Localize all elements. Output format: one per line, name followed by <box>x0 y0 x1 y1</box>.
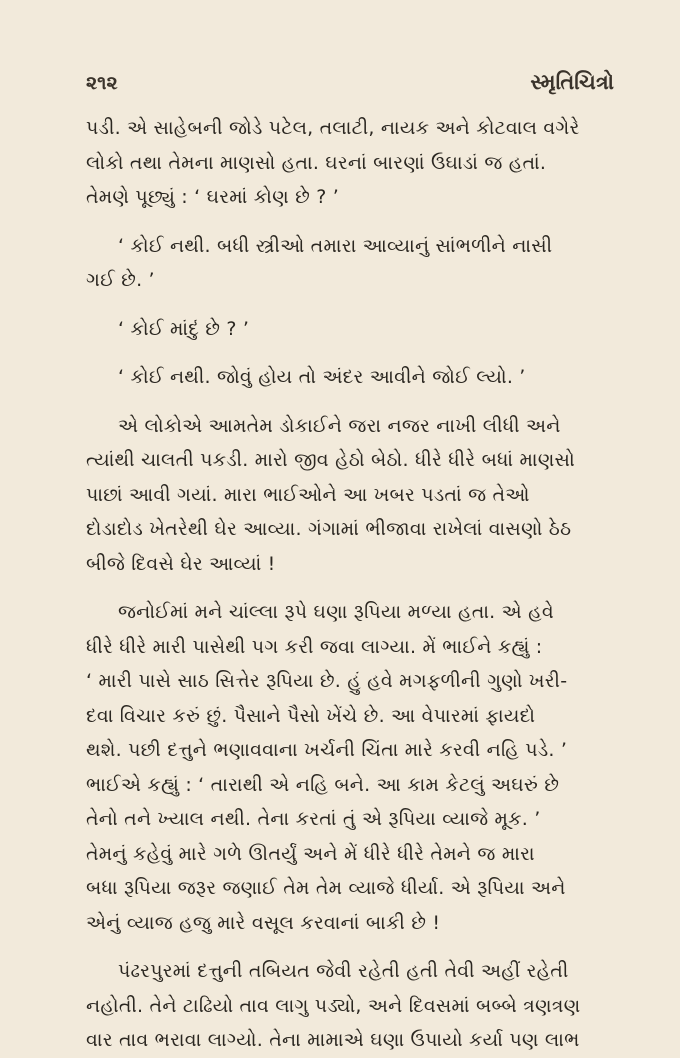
text-line: એ લોકોએ આમતેમ ડોકાઈને જરા નજર નાખી લીધી અને <box>118 414 561 437</box>
text-line: લોકો તથા તેમના માણસો હતા. ઘરનાં બારણાં ઉઘાડાં જ હતાં. <box>86 151 547 174</box>
text-line: ત્યાંથી ચાલતી પકડી. મારો જીવ હેઠો બેઠો. ધીરે ધીરે બધાં માણસો <box>86 449 575 471</box>
text-line: વાર તાવ ભરાવા લાગ્યો. તેના મામાએ ઘણા ઉપાયો કર્યા પણ લાભ <box>86 1029 580 1051</box>
page-header <box>86 70 614 95</box>
text-line: ‘ મારી પાસે સાઠ સિત્તેર રૂપિયા છે. હું હવે મગફળીની ગુણો ખરી- <box>86 670 568 692</box>
text-line: તેમણે પૂછ્યું : ‘ ઘરમાં કોણ છે ? ’ <box>86 186 340 208</box>
text-line: દવા વિચાર કરું છું. પૈસાને પૈસો ખેંચે છે. આ વેપારમાં ફાયદો <box>86 704 536 727</box>
text-line: ગઈ છે. ’ <box>86 269 155 291</box>
text-line: પંઢરપુરમાં દત્તુની તબિયત જેવી રહેતી હતી તેવી અહીં રહેતી <box>118 960 569 982</box>
body-text <box>86 111 614 1058</box>
paragraph-1 <box>86 111 614 215</box>
text-line: ‘ કોઈ માંદું છે ? ’ <box>118 317 250 340</box>
text-line: તેમનું કહેવું મારે ગળે ઊતર્યું અને મેં ધીરે ધીરે તેમને જ મારા <box>86 842 535 865</box>
text-line: થશે. પછી દત્તુને ભણાવવાના ખર્ચની ચિંતા મારે કરવી નહિ પડે. ’ <box>86 739 568 761</box>
page-number: ૨૧૨ <box>86 72 118 94</box>
paragraph-2 <box>86 229 614 298</box>
text-line: પડી. એ સાહેબની જોડે પટેલ, તલાટી, નાયક અને કોટવાલ વગેરે <box>86 117 580 139</box>
text-line: ધીરે ધીરે મારી પાસેથી પગ કરી જવા લાગ્યા. મેં ભાઈને કહ્યું : <box>86 635 543 658</box>
paragraph-6 <box>86 595 614 940</box>
text-line: તેનો તને ખ્યાલ નથી. તેના કરતાં તું એ રૂપિયા વ્યાજે મૂક. ’ <box>86 808 541 830</box>
text-line: પાછાં આવી ગયાં. મારા ભાઈઓને આ ખબર પડતાં જ તેઓ <box>86 483 530 506</box>
text-line: એનું વ્યાજ હજુ મારે વસૂલ કરવાનાં બાકી છે ! <box>86 911 441 934</box>
paragraph-3 <box>86 312 614 347</box>
paragraph-7 <box>86 954 614 1058</box>
text-line: દોડાદોડ ખેતરેથી ઘેર આવ્યા. ગંગામાં ભીજાવા રાખેલાં વાસણો ઠેઠ <box>86 518 572 540</box>
paragraph-4 <box>86 360 614 395</box>
running-title: સ્મૃતિચિત્રો <box>530 70 614 94</box>
text-line: ‘ કોઈ નથી. જોવું હોય તો અંદર આવીને જોઈ લ્યો. ’ <box>118 366 526 388</box>
paragraph-5 <box>86 409 614 582</box>
text-line: બીજે દિવસે ઘેર આવ્યાં ! <box>86 552 276 575</box>
text-line: જનોઈમાં મને ચાંલ્લા રૂપે ઘણા રૂપિયા મળ્યા હતા. એ હવે <box>118 601 554 623</box>
text-line: ભાઈએ કહ્યું : ‘ તારાથી એ નહિ બને. આ કામ કેટલું અઘરું છે <box>86 773 560 796</box>
text-line: નહોતી. તેને ટાઢિયો તાવ લાગુ પડ્યો, અને દિવસમાં બબ્બે ત્રણત્રણ <box>86 994 581 1017</box>
text-line: બધા રૂપિયા જરૂર જણાઈ તેમ તેમ વ્યાજે ધીર્યા. એ રૂપિયા અને <box>86 877 566 899</box>
text-line: ‘ કોઈ નથી. બધી સ્ત્રીઓ તમારા આવ્યાનું સાંભળીને નાસી <box>118 234 553 257</box>
